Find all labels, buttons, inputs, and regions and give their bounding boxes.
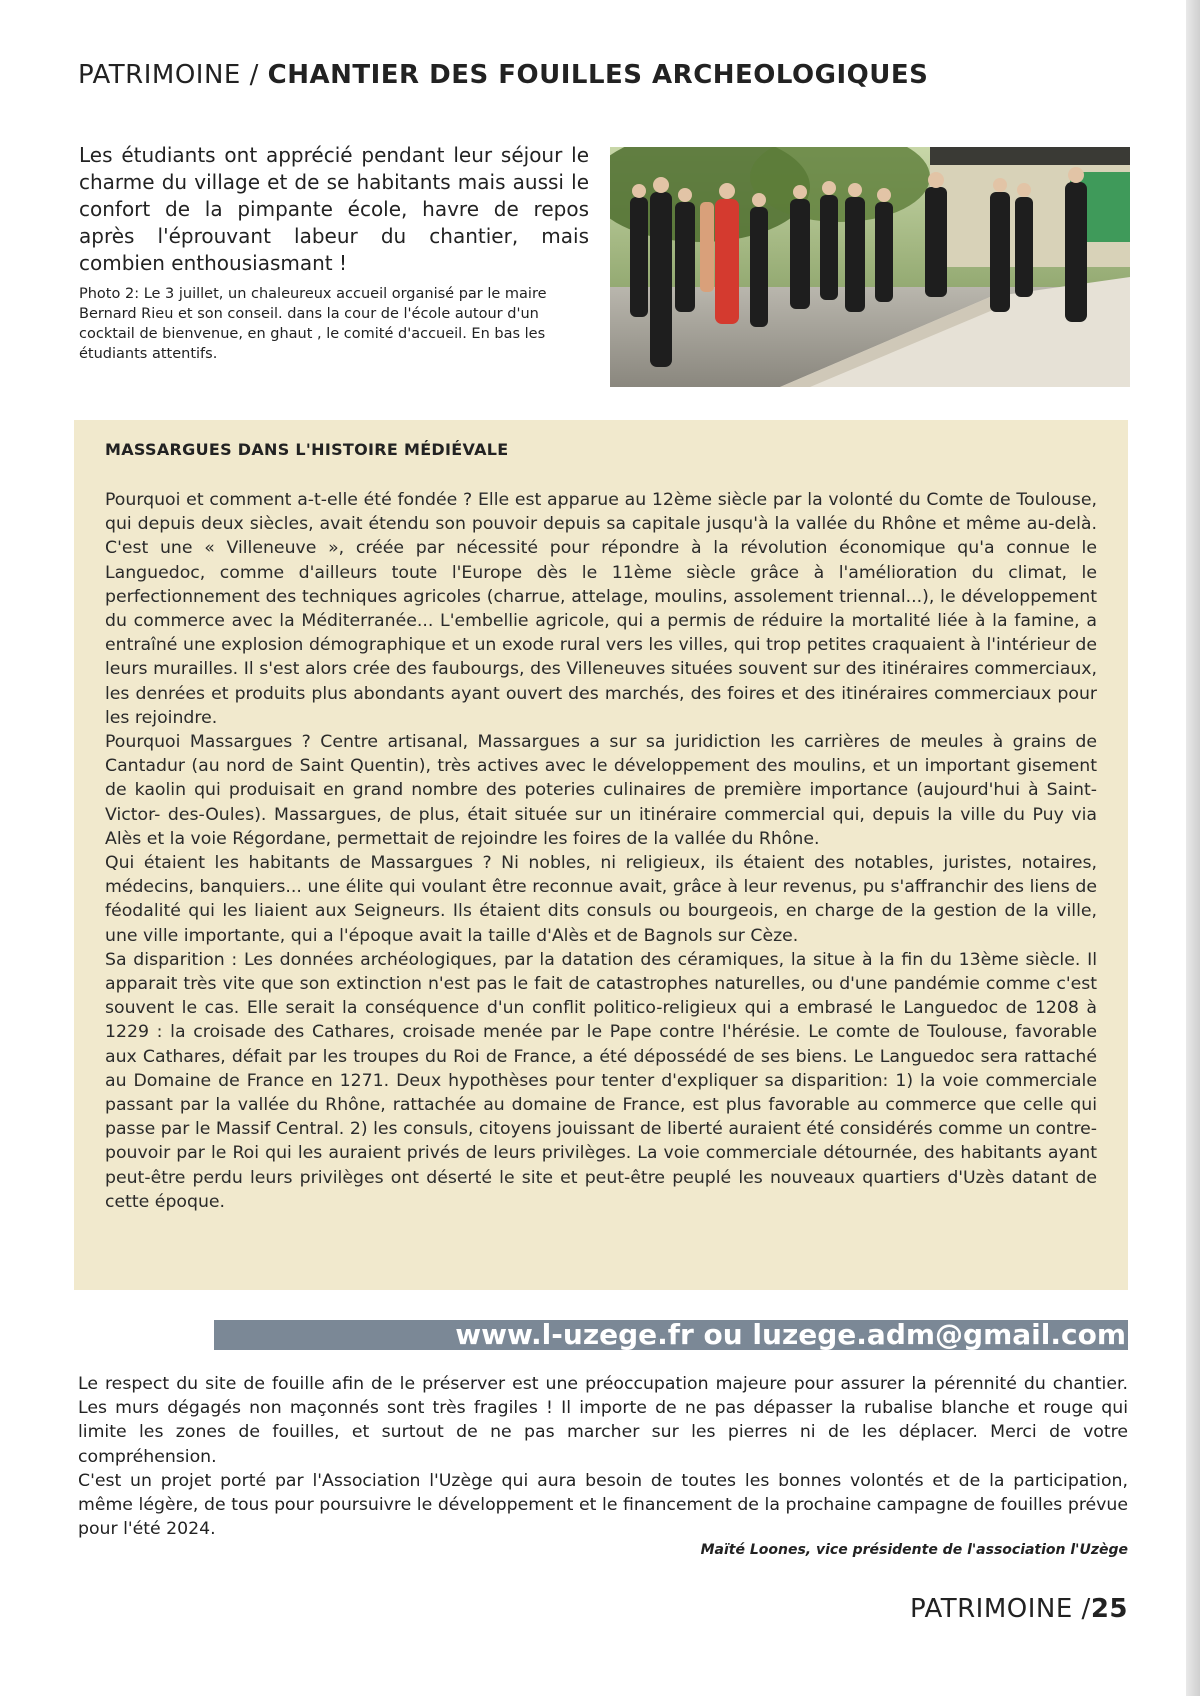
history-paragraph: Pourquoi et comment a-t-elle été fondée ? Elle est apparue au 12ème siècle par la volonté du Comte de Toulouse, qui depuis deux siècles, avait étendu son pouvoir depuis sa capitale jusqu'à la vallée du Rhône et même au-delà. C'est une « Villeneuve », créée par nécessité pour répondre à la révolution économique qu'a connue le Languedoc, comme d'ailleurs toute l'Europe dès le 11ème siècle grâce à l'amélioration du climat, le perfectionnement des techniques agricoles (charrue, attelage, moulins, assolement triennal...), le développement du commerce avec la Méditerranée... L'embellie agricole, qui a permis de réduire la mortalité liée à la famine, a entraîné une explosion démographique et un exode rural vers les villes, qui trop petites craquaient à l'intérieur de leurs murailles. Il s'est alors crée des faubourgs, des Villeneuves situées souvent sur des itinéraires commerciaux, les denrées et produits plus abondants ayant ouvert des marchés, des foires et des itinéraires commerciaux pour les rejoindre.: [105, 490, 1097, 728]
history-box: [74, 420, 1128, 1290]
photo-caption: Photo 2: Le 3 juillet, un chaleureux accueil organisé par le maire Bernard Rieu et son conseil. dans la cour de l'école autour d'un cocktail de bienvenue, en ghaut , le comité d'accueil. En bas les étudiants attentifs.: [79, 286, 547, 362]
page-edge: [1186, 0, 1200, 1696]
contact-banner: [214, 1320, 1128, 1350]
intro-text: Les étudiants ont apprécié pendant leur séjour le charme du village et de se habitants mais aussi le confort de la pimpante école, havre de repos après l'éprouvant labeur du chantier, mais combien enthousiasmant !: [79, 143, 589, 275]
footer-section: PATRIMOINE /: [909, 1594, 1091, 1624]
author-signature: Maïté Loones, vice présidente de l'association l'Uzège: [700, 1542, 1128, 1558]
history-paragraph: Pourquoi Massargues ? Centre artisanal, Massargues a sur sa juridiction les carrières de meules à grains de Cantadur (au nord de Saint Quentin), très actives avec le développement des moulins, et un important gisement de kaolin qui produisait en grand nombre des poteries culinaires de première importance (aujourd'hui à Saint-Victor- des-Oules). Massargues, de plus, était située sur un itinéraire commercial qui, depuis la ville du Puy via Alès et la voie Régordane, permettait de rejoindre les foires de la vallée du Rhône.: [105, 732, 1097, 849]
closing-paragraph: Le respect du site de fouille afin de le préserver est une préoccupation majeure pour assurer la pérennité du chantier. Les murs dégagés non maçonnés sont très fragiles ! Il importe de ne pas dépasser la rubalise blanche et rouge qui limite les zones de fouilles, et surtout de ne pas marcher sur les pierres ni de les déplacer. Merci de votre compréhension.: [78, 1374, 1128, 1467]
page-header: [78, 60, 1128, 90]
closing-paragraph: C'est un projet porté par l'Association l'Uzège qui aura besoin de toutes les bonnes volontés et de la participation, même légère, de tous pour poursuivre le développement et le financement de la prochaine campagne de fouilles prévue pour l'été 2024.: [78, 1470, 1128, 1540]
history-title: MASSARGUES DANS L'HISTOIRE MÉDIÉVALE: [105, 440, 509, 459]
section-label: PATRIMOINE /: [78, 60, 259, 90]
page-title: CHANTIER DES FOUILLES ARCHEOLOGIQUES: [267, 60, 929, 90]
closing-text: [78, 1372, 1128, 1541]
welcome-photo-illustration: [610, 147, 1130, 387]
contact-banner-text[interactable]: www.l-uzege.fr ou luzege.adm@gmail.com: [455, 1320, 1126, 1350]
page-footer: [910, 1594, 1128, 1624]
history-paragraph: Qui étaient les habitants de Massargues ? Ni nobles, ni religieux, ils étaient des notables, juristes, notaires, médecins, banquiers... une élite qui voulant être reconnue avait, grâce à leur revenus, pu s'affranchir des liens de féodalité qui les liaient aux Seigneurs. Ils étaient dits consuls ou bourgeois, en charge de la gestion de la ville, une ville importante, qui a l'époque avait la taille d'Alès et de Bagnols sur Cèze.: [105, 853, 1097, 946]
welcome-photo: [610, 147, 1130, 387]
history-paragraph: Sa disparition : Les données archéologiques, par la datation des céramiques, la situe à la fin du 13ème siècle. Il apparait très vite que son extinction n'est pas le fait de catastrophes naturelles, ou d'une pandémie comme c'est souvent le cas. Elle serait la conséquence d'un conflit politico-religieux qui a embrasé le Languedoc de 1208 à 1229 : la croisade des Cathares, croisade menée par le Pape contre l'hérésie. Le comte de Toulouse, favorable aux Cathares, défait par les troupes du Roi de France, a été dépossédé de ses biens. Le Languedoc sera rattaché au Domaine de France en 1271. Deux hypothèses pour tenter d'expliquer sa disparition: 1) la voie commerciale passant par la vallée du Rhône, rattachée au domaine de France, est plus favorable au commerce que celle qui passe par le Massif Central. 2) les consuls, citoyens jouissant de liberté auraient été considérés comme un contre-pouvoir par le Roi qui les auraient privés de leurs privilèges. La voie commerciale détournée, des habitants ayant peut-être perdu leurs privilèges ont déserté le site et peut-être peuplé les nouveaux quartiers d'Uzès datant de cette époque.: [105, 949, 1097, 1212]
page-number: 25: [1090, 1594, 1128, 1624]
history-text: [105, 488, 1097, 1214]
